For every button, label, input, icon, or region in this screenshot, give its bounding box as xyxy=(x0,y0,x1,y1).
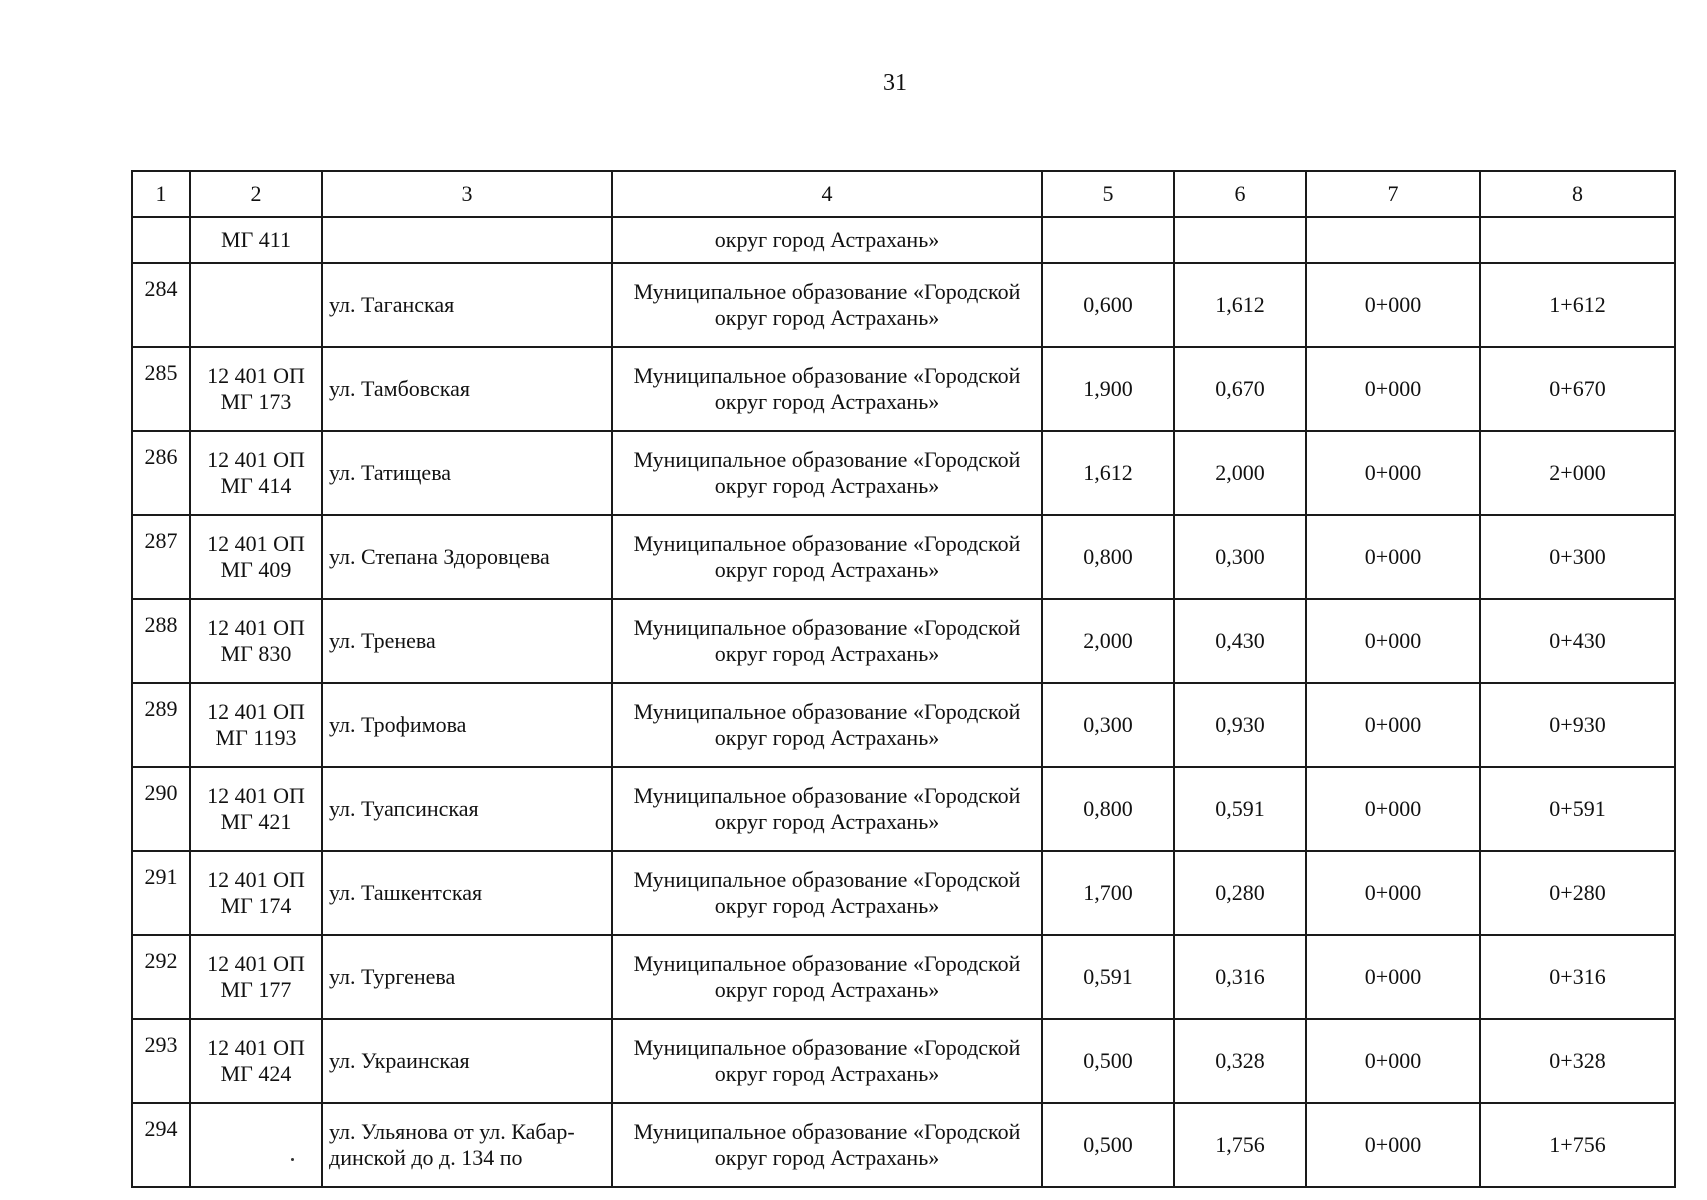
street-name-cell xyxy=(322,431,612,515)
value-cell-5: 0,591 xyxy=(1042,935,1174,1019)
header-cell-4: 4 xyxy=(612,171,1042,217)
page-number: 31 xyxy=(883,70,907,96)
value-cell-5: 1,900 xyxy=(1042,347,1174,431)
street-name-cell xyxy=(322,851,612,935)
value-cell-6: 0,316 xyxy=(1174,935,1306,1019)
value-cell-8: 0+930 xyxy=(1480,683,1675,767)
value-cell-7: 0+000 xyxy=(1306,599,1480,683)
header-cell-3: 3 xyxy=(322,171,612,217)
header-row xyxy=(132,171,1675,217)
street-name-line-1: ул. Туапсинская xyxy=(329,796,479,821)
value-cell-5: 0,500 xyxy=(1042,1019,1174,1103)
road-code-line-1: 12 401 ОП xyxy=(207,783,305,808)
row-number-cell: 286 xyxy=(132,431,190,515)
cont-code-cell: МГ 411 xyxy=(190,217,322,263)
table-row xyxy=(132,1019,1675,1103)
value-cell-8: 0+430 xyxy=(1480,599,1675,683)
road-code-line-2: МГ 1193 xyxy=(215,725,297,750)
header-cell-7: 7 xyxy=(1306,171,1480,217)
owner-line-2: округ город Астрахань» xyxy=(714,1145,940,1170)
street-name-cell xyxy=(322,515,612,599)
value-cell-6: 0,670 xyxy=(1174,347,1306,431)
cont-cell-7 xyxy=(1306,217,1480,263)
cont-num-cell xyxy=(132,217,190,263)
row-number-cell: 289 xyxy=(132,683,190,767)
owner-line-2: округ город Астрахань» xyxy=(714,977,940,1002)
road-code-cell xyxy=(190,1019,322,1103)
value-cell-6: 2,000 xyxy=(1174,431,1306,515)
road-code-cell xyxy=(190,1103,322,1187)
header-cell-2: 2 xyxy=(190,171,322,217)
value-cell-8: 0+316 xyxy=(1480,935,1675,1019)
table-row xyxy=(132,263,1675,347)
owner-line-1: Муниципальное образование «Городской xyxy=(633,279,1021,304)
value-cell-8: 2+000 xyxy=(1480,431,1675,515)
owner-line-2: округ город Астрахань» xyxy=(714,641,940,666)
owner-line-2: округ город Астрахань» xyxy=(714,893,940,918)
table-row xyxy=(132,935,1675,1019)
value-cell-7: 0+000 xyxy=(1306,263,1480,347)
road-code-line-2: МГ 174 xyxy=(220,893,292,918)
row-number-cell: 287 xyxy=(132,515,190,599)
header-cell-6: 6 xyxy=(1174,171,1306,217)
street-name-cell xyxy=(322,1103,612,1187)
street-name-line-1: ул. Таганская xyxy=(329,292,455,317)
value-cell-5: 0,300 xyxy=(1042,683,1174,767)
road-code-line-1: 12 401 ОП xyxy=(207,867,305,892)
street-name-line-1: ул. Ульянова от ул. Кабар- xyxy=(329,1119,575,1144)
value-cell-6: 0,430 xyxy=(1174,599,1306,683)
street-name-cell xyxy=(322,599,612,683)
value-cell-8: 0+280 xyxy=(1480,851,1675,935)
value-cell-6: 0,300 xyxy=(1174,515,1306,599)
value-cell-5: 2,000 xyxy=(1042,599,1174,683)
value-cell-5: 0,800 xyxy=(1042,515,1174,599)
road-code-line-2: МГ 421 xyxy=(220,809,292,834)
owner-line-1: Муниципальное образование «Городской xyxy=(633,699,1021,724)
value-cell-8: 0+328 xyxy=(1480,1019,1675,1103)
value-cell-7: 0+000 xyxy=(1306,683,1480,767)
row-number-cell: 291 xyxy=(132,851,190,935)
value-cell-5: 0,500 xyxy=(1042,1103,1174,1187)
cont-cell-8 xyxy=(1480,217,1675,263)
road-code-line-1: 12 401 ОП xyxy=(207,363,305,388)
value-cell-6: 0,328 xyxy=(1174,1019,1306,1103)
table-body xyxy=(132,171,1675,1187)
owner-cell xyxy=(612,767,1042,851)
owner-cell xyxy=(612,683,1042,767)
value-cell-8: 0+591 xyxy=(1480,767,1675,851)
owner-line-1: Муниципальное образование «Городской xyxy=(633,951,1021,976)
owner-cell xyxy=(612,1103,1042,1187)
street-name-line-1: ул. Степана Здоровцева xyxy=(329,544,550,569)
owner-line-1: Муниципальное образование «Городской xyxy=(633,1119,1021,1144)
value-cell-8: 1+756 xyxy=(1480,1103,1675,1187)
value-cell-5: 0,800 xyxy=(1042,767,1174,851)
table-row xyxy=(132,767,1675,851)
owner-cell xyxy=(612,515,1042,599)
road-code-cell xyxy=(190,515,322,599)
row-number-cell: 294 xyxy=(132,1103,190,1187)
value-cell-8: 1+612 xyxy=(1480,263,1675,347)
row-number-cell: 292 xyxy=(132,935,190,1019)
road-code-line-2: МГ 177 xyxy=(220,977,292,1002)
owner-line-2: округ город Астрахань» xyxy=(714,725,940,750)
owner-line-1: Муниципальное образование «Городской xyxy=(633,867,1021,892)
cont-cell-6 xyxy=(1174,217,1306,263)
row-number-cell: 284 xyxy=(132,263,190,347)
row-number-cell: 288 xyxy=(132,599,190,683)
scan-speck xyxy=(291,1158,294,1161)
value-cell-5: 1,612 xyxy=(1042,431,1174,515)
value-cell-5: 1,700 xyxy=(1042,851,1174,935)
cont-cell-5 xyxy=(1042,217,1174,263)
owner-line-1: Муниципальное образование «Городской xyxy=(633,1035,1021,1060)
value-cell-7: 0+000 xyxy=(1306,431,1480,515)
value-cell-6: 1,612 xyxy=(1174,263,1306,347)
row-number-cell: 293 xyxy=(132,1019,190,1103)
street-name-line-1: ул. Тренева xyxy=(329,628,436,653)
street-name-cell xyxy=(322,1019,612,1103)
owner-line-1: Муниципальное образование «Городской xyxy=(633,363,1021,388)
table-row xyxy=(132,347,1675,431)
street-name-cell xyxy=(322,263,612,347)
road-code-line-2: МГ 424 xyxy=(220,1061,292,1086)
owner-line-2: округ город Астрахань» xyxy=(714,1061,940,1086)
street-name-cell xyxy=(322,347,612,431)
owner-cell xyxy=(612,935,1042,1019)
table-row xyxy=(132,1103,1675,1187)
road-code-line-2: МГ 830 xyxy=(220,641,292,666)
owner-cell xyxy=(612,263,1042,347)
road-code-cell xyxy=(190,431,322,515)
value-cell-6: 1,756 xyxy=(1174,1103,1306,1187)
road-code-line-2: МГ 409 xyxy=(220,557,292,582)
roads-table xyxy=(131,170,1676,1188)
owner-cell xyxy=(612,599,1042,683)
street-name-line-1: ул. Ташкентская xyxy=(329,880,483,905)
owner-line-2: округ город Астрахань» xyxy=(714,473,940,498)
value-cell-7: 0+000 xyxy=(1306,347,1480,431)
owner-cell xyxy=(612,1019,1042,1103)
value-cell-7: 0+000 xyxy=(1306,1019,1480,1103)
street-name-cell xyxy=(322,767,612,851)
owner-line-2: округ город Астрахань» xyxy=(714,305,940,330)
road-code-cell xyxy=(190,599,322,683)
street-name-line-1: ул. Трофимова xyxy=(329,712,467,737)
continuation-row xyxy=(132,217,1675,263)
value-cell-7: 0+000 xyxy=(1306,935,1480,1019)
owner-line-1: Муниципальное образование «Городской xyxy=(633,531,1021,556)
value-cell-6: 0,280 xyxy=(1174,851,1306,935)
value-cell-8: 0+300 xyxy=(1480,515,1675,599)
owner-line-1: Муниципальное образование «Городской xyxy=(633,447,1021,472)
road-code-cell xyxy=(190,683,322,767)
road-code-line-2: МГ 173 xyxy=(220,389,292,414)
road-code-line-1: 12 401 ОП xyxy=(207,531,305,556)
value-cell-7: 0+000 xyxy=(1306,851,1480,935)
road-code-cell xyxy=(190,767,322,851)
header-cell-8: 8 xyxy=(1480,171,1675,217)
owner-line-2: округ город Астрахань» xyxy=(714,809,940,834)
value-cell-5: 0,600 xyxy=(1042,263,1174,347)
street-name-line-1: ул. Татищева xyxy=(329,460,452,485)
road-code-line-2: МГ 414 xyxy=(220,473,292,498)
table-row xyxy=(132,851,1675,935)
road-code-cell xyxy=(190,347,322,431)
header-cell-1: 1 xyxy=(132,171,190,217)
cont-owner-cell: округ город Астрахань» xyxy=(612,217,1042,263)
road-code-cell xyxy=(190,935,322,1019)
street-name-line-1: ул. Украинская xyxy=(329,1048,470,1073)
header-cell-5: 5 xyxy=(1042,171,1174,217)
street-name-cell xyxy=(322,683,612,767)
owner-cell xyxy=(612,431,1042,515)
value-cell-7: 0+000 xyxy=(1306,767,1480,851)
value-cell-8: 0+670 xyxy=(1480,347,1675,431)
value-cell-6: 0,930 xyxy=(1174,683,1306,767)
road-code-line-1: 12 401 ОП xyxy=(207,447,305,472)
row-number-cell: 290 xyxy=(132,767,190,851)
owner-line-1: Муниципальное образование «Городской xyxy=(633,783,1021,808)
value-cell-6: 0,591 xyxy=(1174,767,1306,851)
owner-cell xyxy=(612,851,1042,935)
value-cell-7: 0+000 xyxy=(1306,515,1480,599)
owner-line-2: округ город Астрахань» xyxy=(714,557,940,582)
road-code-line-1: 12 401 ОП xyxy=(207,1035,305,1060)
table-row xyxy=(132,431,1675,515)
table-row xyxy=(132,599,1675,683)
road-code-cell xyxy=(190,263,322,347)
street-name-cell xyxy=(322,935,612,1019)
row-number-cell: 285 xyxy=(132,347,190,431)
owner-line-1: Муниципальное образование «Городской xyxy=(633,615,1021,640)
value-cell-7: 0+000 xyxy=(1306,1103,1480,1187)
street-name-line-1: ул. Тамбовская xyxy=(329,376,471,401)
road-code-line-1: 12 401 ОП xyxy=(207,951,305,976)
cont-name-cell xyxy=(322,217,612,263)
owner-cell xyxy=(612,347,1042,431)
owner-line-2: округ город Астрахань» xyxy=(714,389,940,414)
table-row xyxy=(132,515,1675,599)
street-name-line-2: динской до д. 134 по xyxy=(329,1145,523,1170)
road-code-cell xyxy=(190,851,322,935)
street-name-line-1: ул. Тургенева xyxy=(329,964,456,989)
road-code-line-1: 12 401 ОП xyxy=(207,615,305,640)
road-code-line-1: 12 401 ОП xyxy=(207,699,305,724)
table-row xyxy=(132,683,1675,767)
